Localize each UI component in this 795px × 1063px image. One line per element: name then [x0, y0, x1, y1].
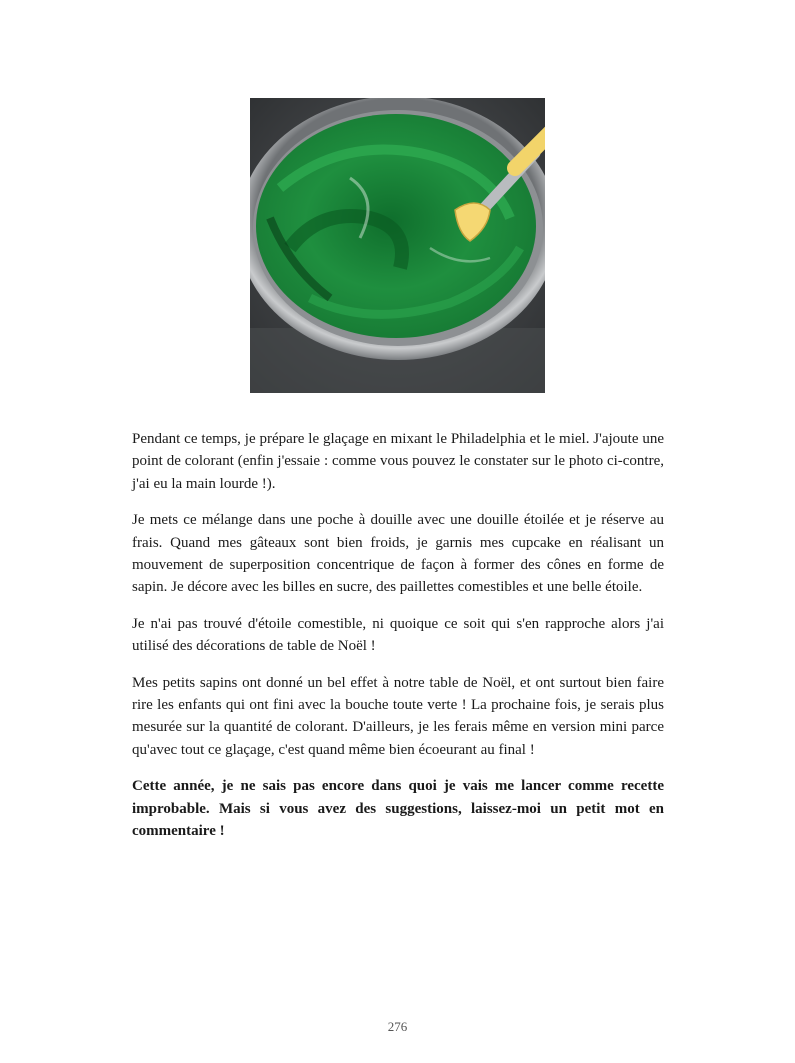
paragraph-4: Mes petits sapins ont donné un bel effet à notre table de Noël, et ont surtout bien faire rire les enfants qui ont fini avec la bouche toute verte ! La prochaine fois, je serais plus mesurée sur la quantité de colorant. D'ailleurs, je les ferais même en version mini parce qu'avec tout ce glaçage, c'est quand même bien écoeurant au final !: [132, 674, 664, 758]
closing-paragraph: Cette année, je ne sais pas encore dans quoi je vais me lancer comme recette improbable. Mais si vous avez des suggestions, laissez-moi un petit mot en commentaire !: [132, 778, 664, 840]
paragraph-3: Je n'ai pas trouvé d'étoile comestible, ni quoique ce soit qui s'en rapproche alors j'ai utilisé des décorations de table de Noël !: [132, 615, 664, 655]
green-frosting-bowl-photo: [250, 98, 545, 393]
page-number: 276: [387, 1019, 408, 1034]
paragraph-2: Je mets ce mélange dans une poche à douille avec une douille étoilée et je réserve au frais. Quand mes gâteaux sont bien froids, je garnis mes cupcake en réalisant un mouvement de superposition concentrique de façon à former des cônes en forme de sapin. Je décore avec les billes en sucre, des paillettes comestibles et une belle étoile.: [132, 512, 664, 596]
paragraph-1: Pendant ce temps, je prépare le glaçage en mixant le Philadelphia et le miel. J'ajoute une point de colorant (enfin j'essaie : comme vous pouvez le constater sur le photo ci-contre, j'ai eu la main lourde !).: [132, 431, 664, 492]
article-body: [132, 428, 664, 857]
